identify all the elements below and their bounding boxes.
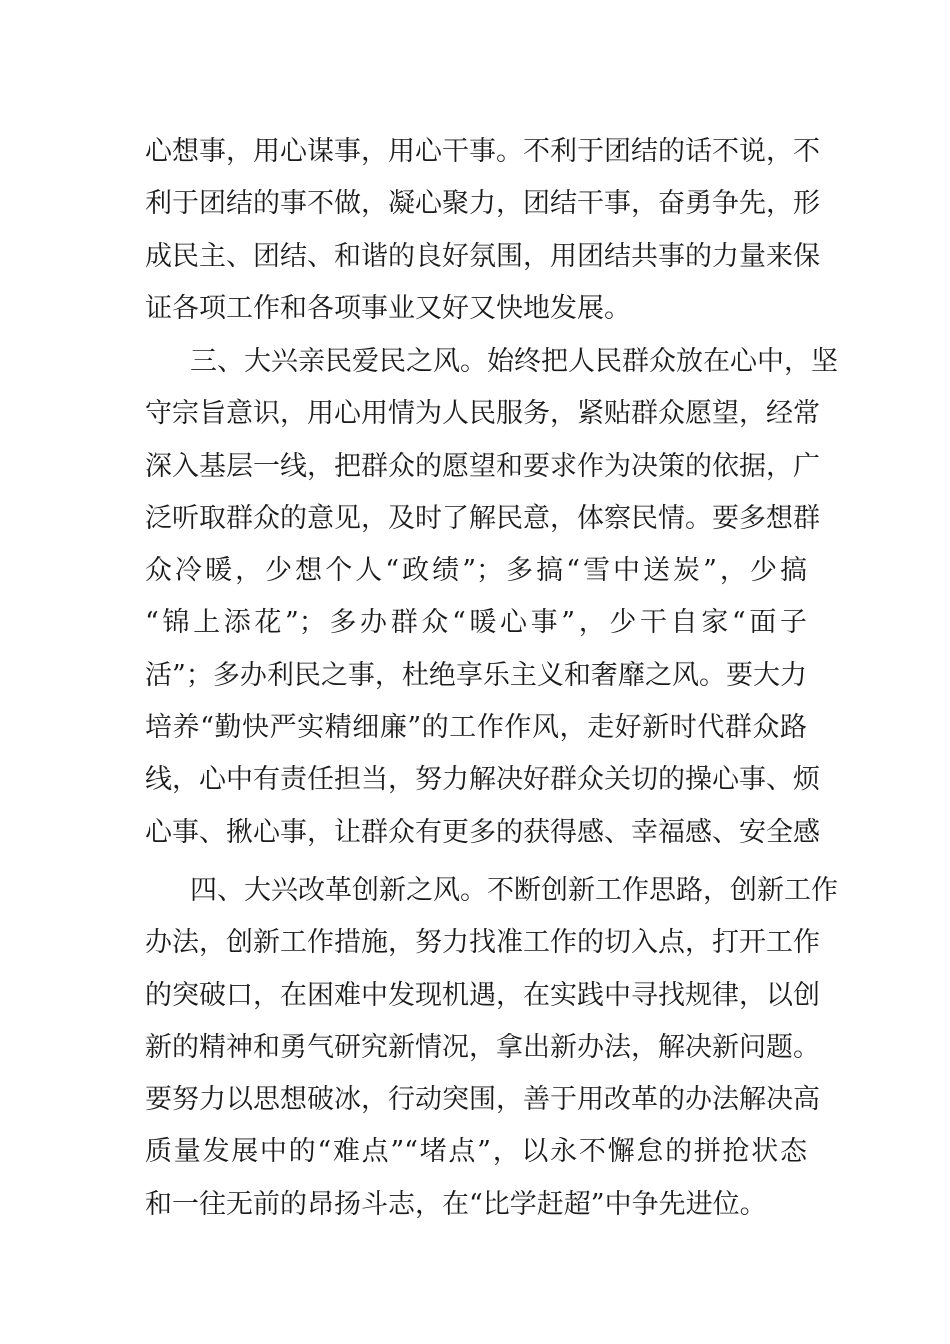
text-line: 证各项工作和各项事业又好又快地发展。 [145,292,631,324]
text-line: 利于团结的事不做，凝心聚力，团结干事，奋勇争先，形 [145,188,820,220]
text-line: 深入基层一线，把群众的愿望和要求作为决策的依据，广 [145,450,820,482]
text-line: 众冷暖，少想个人“政绩”；多搞“雪中送炭”，少搞 [145,555,807,587]
text-line: 心想事，用心谋事，用心干事。不利于团结的话不说，不 [145,136,820,167]
text-line: 活”；多办利民之事，杜绝享乐主义和奢靡之风。要大力 [145,659,807,691]
text-line: 要努力以思想破冰，行动突围，善于用改革的办法解决高 [145,1084,820,1116]
paragraph-continuation [145,126,820,335]
text-line: 质量发展中的“难点”“堵点”，以永不懈怠的拼抢状态 [145,1136,807,1168]
text-line: 成民主、团结、和谐的良好氛围，用团结共事的力量来保 [145,240,820,272]
text-line: “锦上添花”；多办群众“暖心事”，少干自家“面子 [145,607,807,639]
text-line: 的突破口，在困难中发现机遇，在实践中寻找规律，以创 [145,979,820,1011]
text-line: 四、大兴改革创新之风。不断创新工作思路，创新工作 [190,875,838,906]
text-line: 新的精神和勇气研究新情况，拿出新办法，解决新问题。 [145,1031,820,1063]
paragraph-section-four [145,865,838,1231]
text-line: 和一往无前的昂扬斗志，在“比学赶超”中争先进位。 [145,1188,767,1220]
text-line: 心事、揪心事，让群众有更多的获得感、幸福感、安全感 [145,816,820,848]
text-line: 线，心中有责任担当，努力解决好群众关切的操心事、烦 [145,764,820,796]
text-line: 办法，创新工作措施，努力找准工作的切入点，打开工作 [145,927,820,959]
text-line: 培养“勤快严实精细廉”的工作作风，走好新时代群众路 [145,712,807,744]
text-line: 泛听取群众的意见，及时了解民意，体察民情。要多想群 [145,502,820,534]
text-line: 守宗旨意识，用心用情为人民服务，紧贴群众愿望，经常 [145,398,820,430]
text-line: 三、大兴亲民爱民之风。始终把人民群众放在心中，坚 [190,346,838,377]
paragraph-section-three [145,336,838,859]
